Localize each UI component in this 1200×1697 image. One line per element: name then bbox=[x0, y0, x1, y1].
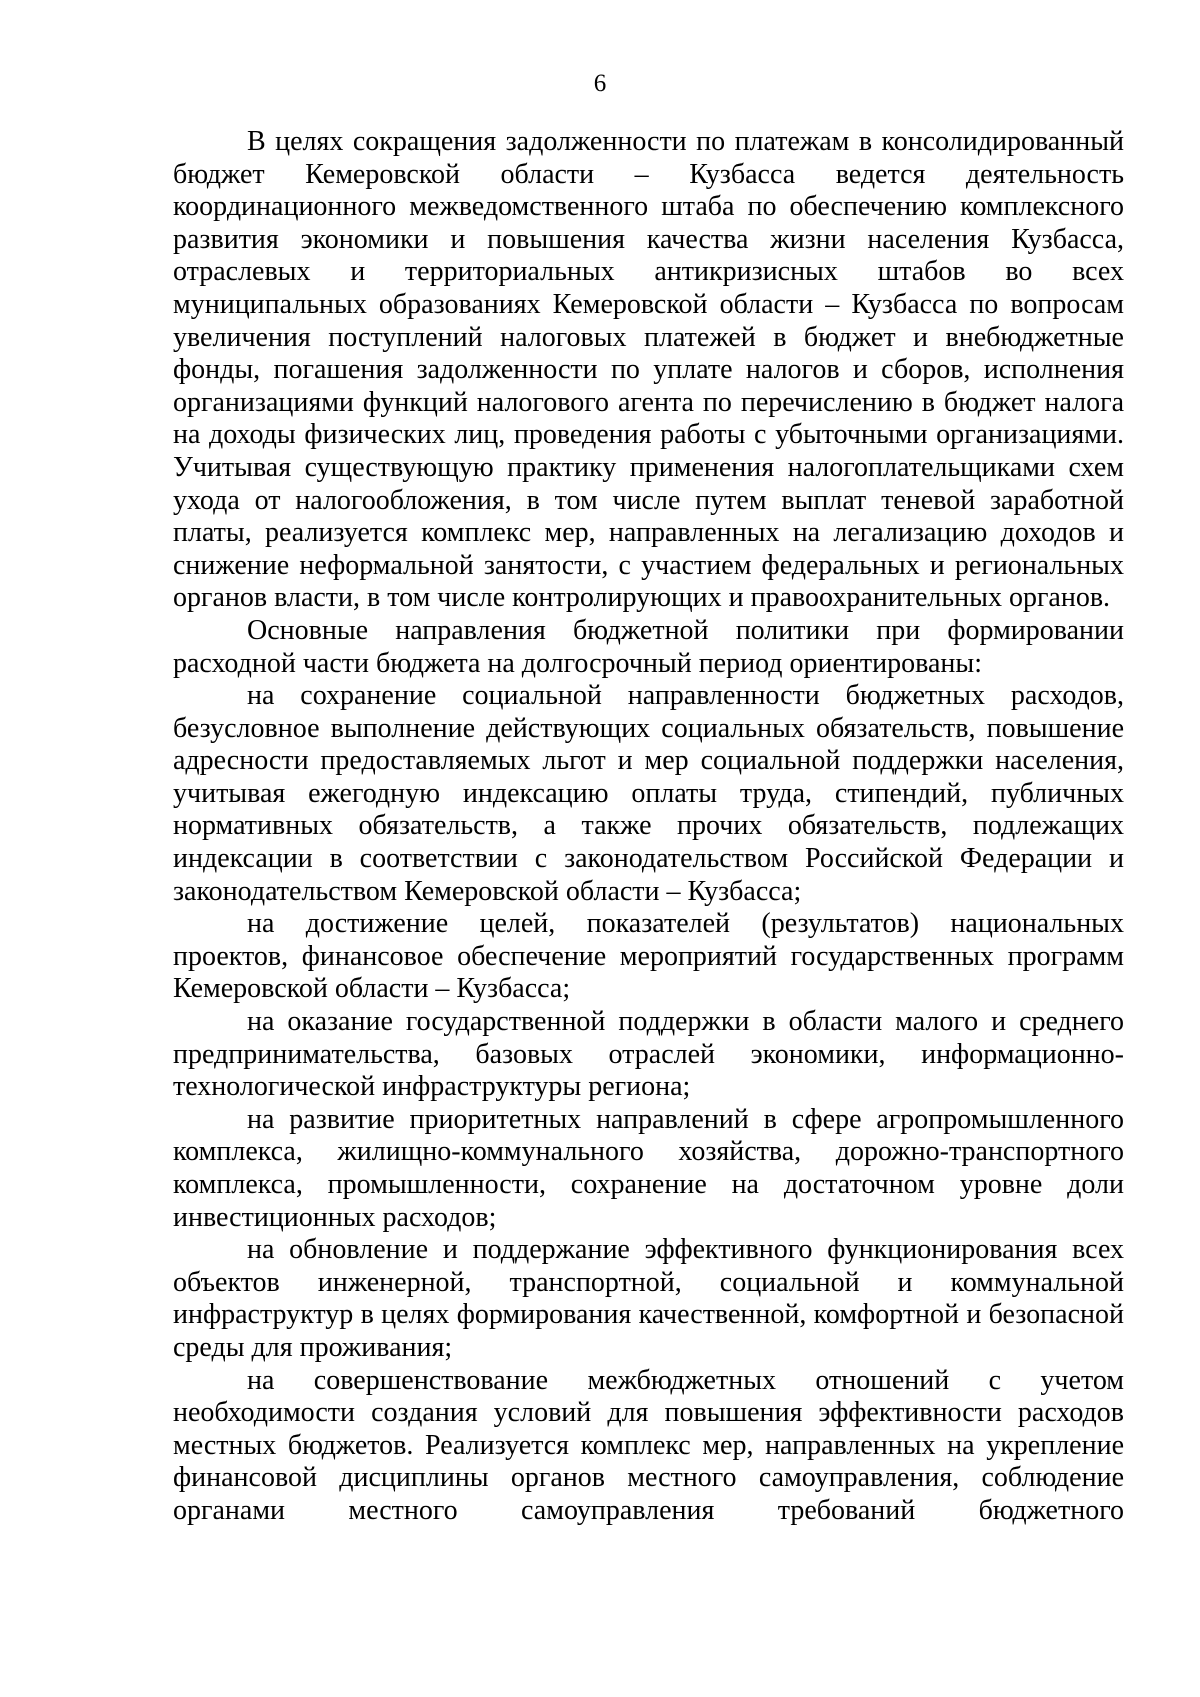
paragraph-infrastructure: на обновление и поддержание эффективного функционирования всех объектов инженерной, транспортной, социальной и коммунальной инфраструктур в целях формирования качественной, комфортной и безопасной среды для проживания; bbox=[173, 1234, 1124, 1363]
paragraph-business-support: на оказание государственной поддержки в области малого и среднего предпринимательства, базовых отраслей экономики, информационно-технологической инфраструктуры региона; bbox=[173, 1006, 1124, 1103]
paragraph-priority-development: на развитие приоритетных направлений в сфере агропромышленного комплекса, жилищно-коммунального хозяйства, дорожно-транспортного комплекса, промышленности, сохранение на достаточном уровне доли инвестиционных расходов; bbox=[173, 1103, 1124, 1233]
paragraph-national-projects: на достижение целей, показателей (результатов) национальных проектов, финансовое обеспечение мероприятий государственных программ Кемеровской области – Кузбасса; bbox=[173, 908, 1124, 1005]
paragraph-debt-reduction: В целях сокращения задолженности по платежам в консолидированный бюджет Кемеровской области – Кузбасса ведется деятельность координационного межведомственного штаба по обеспечению комплексного развития экономики и повышения качества жизни населения Кузбасса, отраслевых и территориальных антикризисных штабов во всех муниципальных образованиях Кемеровской области – Кузбасса по вопросам увеличения поступлений налоговых платежей в бюджет и внебюджетные фонды, погашения задолженности по уплате налогов и сборов, исполнения организациями функций налогового агента по перечислению в бюджет налога на доходы физических лиц, проведения работы с убыточными организациями. Учитывая существующую практику применения налогоплательщиками схем ухода от налогообложения, в том числе путем выплат теневой заработной платы, реализуется комплекс мер, направленных на легализацию доходов и снижение неформальной занятости, с участием федеральных и региональных органов власти, в том числе контролирующих и правоохранительных органов. bbox=[173, 126, 1124, 614]
paragraph-interbudget-relations: на совершенствование межбюджетных отношений с учетом необходимости создания условий для повышения эффективности расходов местных бюджетов. Реализуется комплекс мер, направленных на укрепление финансовой дисциплины органов местного самоуправления, соблюдение органами местного самоуправления требований бюджетного bbox=[173, 1364, 1124, 1526]
document-body bbox=[173, 126, 1124, 1528]
page-number: 6 bbox=[593, 70, 607, 97]
paragraph-social-obligations: на сохранение социальной направленности бюджетных расходов, безусловное выполнение действующих социальных обязательств, повышение адресности предоставляемых льгот и мер социальной поддержки населения, учитывая ежегодную индексацию оплаты труда, стипендий, публичных нормативных обязательств, а также прочих обязательств, подлежащих индексации в соответствии с законодательством Российской Федерации и законодательством Кемеровской области – Кузбасса; bbox=[173, 680, 1124, 907]
paragraph-budget-policy-intro: Основные направления бюджетной политики при формировании расходной части бюджета на долгосрочный период ориентированы: bbox=[173, 614, 1124, 679]
